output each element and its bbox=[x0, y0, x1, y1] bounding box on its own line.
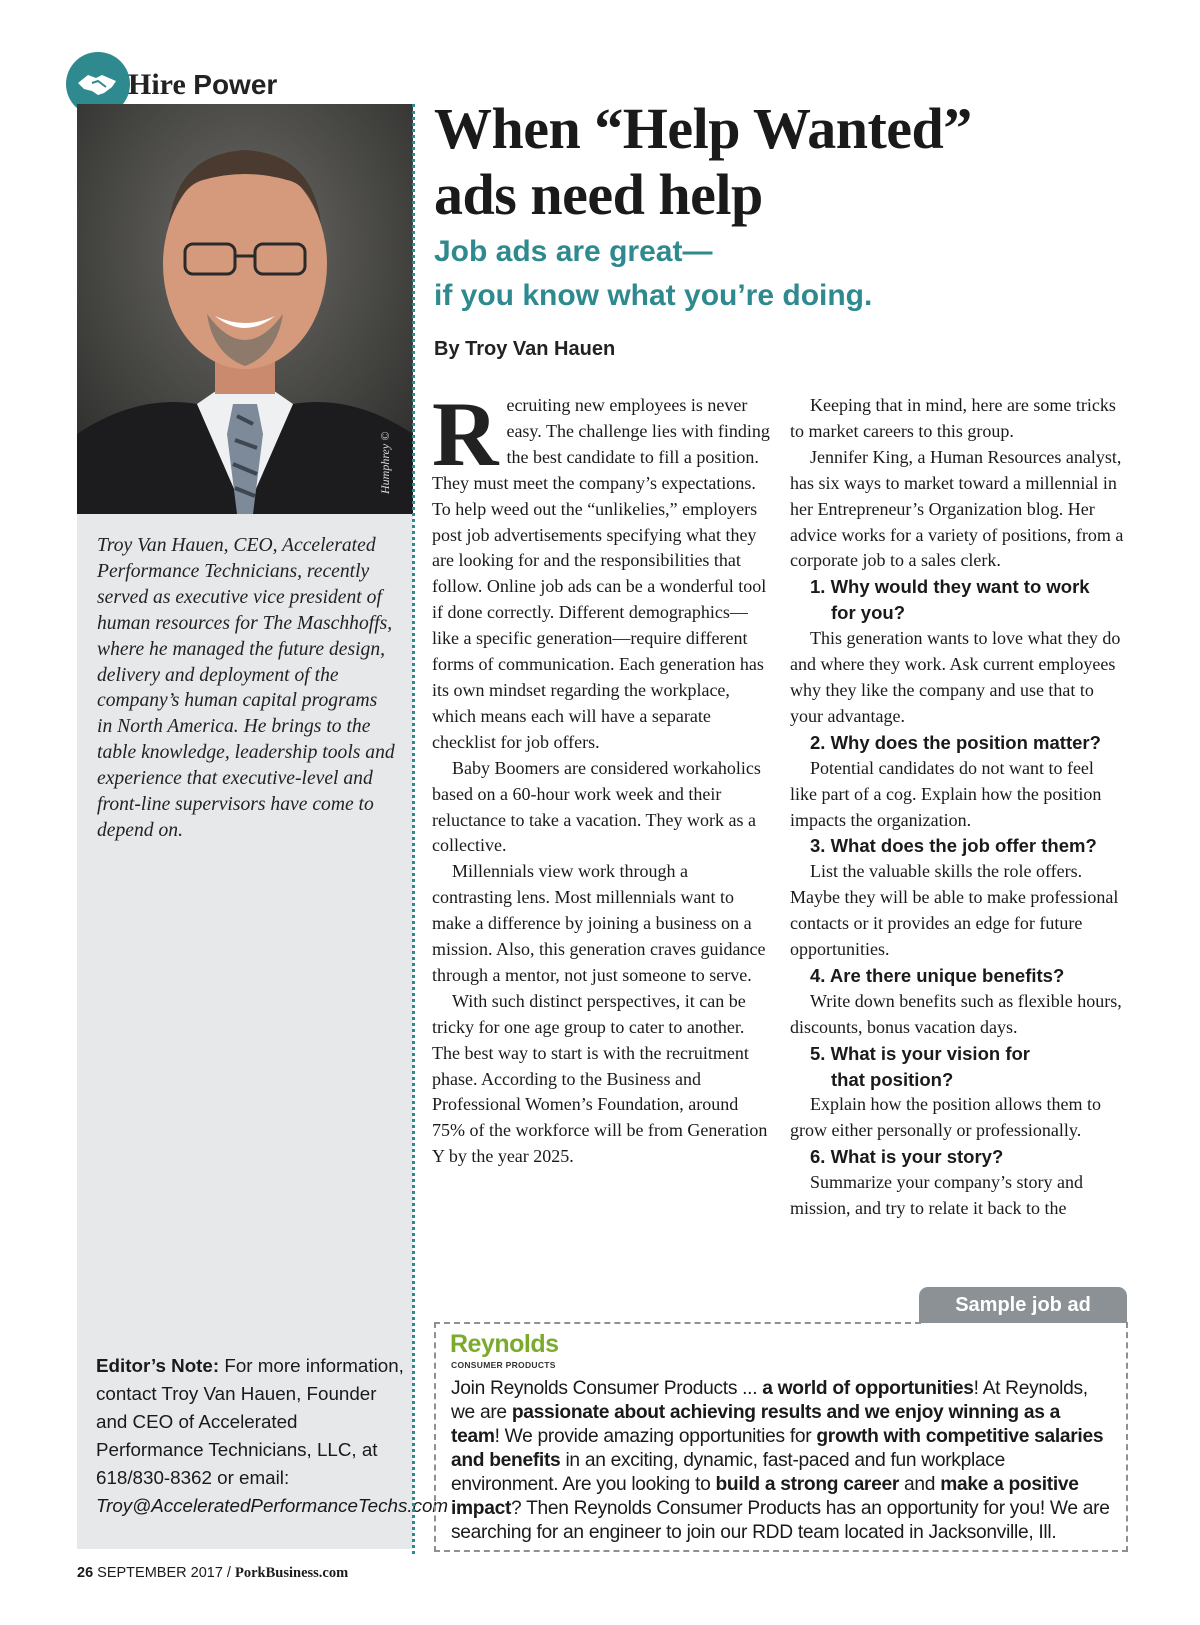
ad-text-segment: and bbox=[899, 1474, 941, 1495]
tip-text: Write down benefits such as flexible hours, discounts, bonus vacation days. bbox=[790, 990, 1122, 1037]
author-portrait bbox=[77, 104, 413, 514]
tip-text: This generation wants to love what they do and where they work. Ask current employees why they like the company and use that to your advantage. bbox=[790, 628, 1121, 726]
section-label-word2: Power bbox=[193, 69, 278, 100]
ad-text-segment: in an exciting, dynamic, fast-paced and fun workplace environment. Are you looking to bbox=[451, 1450, 1005, 1495]
ad-text-emphasis: make a positive impact bbox=[451, 1474, 1079, 1519]
author-bio: Troy Van Hauen, CEO, Accelerated Performance Technicians, recently served as executive vice president of human resources for The Maschhoffs, where he managed the future design, delivery and deployment of the company’s human capital programs in North America. He brings to the table knowledge, leadership tools and experience that executive-level and front-line supervisors have come to depend on. bbox=[97, 535, 395, 841]
ad-text-emphasis: a world of opportunities bbox=[762, 1378, 974, 1399]
body-column-1 bbox=[432, 383, 772, 1170]
subheadline-line2: if you know what you’re doing. bbox=[434, 279, 873, 312]
drop-cap: R bbox=[432, 383, 499, 485]
ad-text-emphasis: growth with competitive salaries and benefits bbox=[451, 1426, 1104, 1471]
tip-text: List the valuable skills the role offers. Maybe they will be able to make professional contacts or it provides an edge for future opportunities. bbox=[790, 861, 1119, 960]
ad-text-emphasis: build a strong career bbox=[715, 1474, 900, 1495]
tip-text: Summarize your company’s story and mission, and try to relate it back to the bbox=[790, 1172, 1083, 1219]
tip-heading bbox=[790, 730, 1125, 756]
ad-text-segment: ! We provide amazing opportunities for bbox=[494, 1426, 817, 1447]
paragraph: Millennials view work through a contrasting lens. Most millennials want to make a difference by joining a business on a mission. Also, this generation craves guidance through a mentor, not just someone to serve. bbox=[432, 861, 766, 985]
subheadline-line1: Job ads are great— bbox=[434, 235, 713, 268]
paragraph: Jennifer King, a Human Resources analyst, has six ways to market toward a millennial in her Entrepreneur’s Organization blog. Her advice works for a variety of positions, from a corporate job to a sales clerk. bbox=[790, 446, 1124, 571]
ad-text-segment: ? Then Reynolds Consumer Products has an opportunity for you! We are searching for an engineer to join our RDD team located in Jacksonville, Ill. bbox=[451, 1498, 1110, 1543]
tip-heading bbox=[790, 1144, 1125, 1170]
tip-heading-text: that position? bbox=[831, 1068, 954, 1090]
ad-text-segment: Join Reynolds Consumer Products ... bbox=[451, 1378, 763, 1399]
tip-heading bbox=[790, 1041, 1125, 1093]
ad-text-segment: ! At Reynolds, we are bbox=[451, 1378, 1088, 1423]
ad-text-emphasis: passionate about achieving results and we enjoy winning as a team bbox=[451, 1402, 1061, 1447]
tip-heading bbox=[790, 833, 1125, 859]
paragraph bbox=[432, 383, 772, 756]
subheadline bbox=[434, 230, 1154, 318]
tip-text: Potential candidates do not want to feel like part of a cog. Explain how the position impacts the organization. bbox=[790, 757, 1102, 830]
sample-ad-tab: Sample job ad bbox=[919, 1287, 1127, 1323]
tip-heading-text: 2. Why does the position matter? bbox=[810, 731, 1101, 753]
paragraph: Keeping that in mind, here are some tricks to market careers to this group. bbox=[790, 395, 1116, 441]
headline-line1: When “Help Wanted” bbox=[434, 96, 972, 161]
tip-heading bbox=[790, 574, 1125, 626]
column-divider bbox=[412, 104, 415, 1554]
tip-heading bbox=[790, 963, 1125, 989]
editor-note-email[interactable]: Troy@AcceleratedPerformanceTechs.com bbox=[96, 1495, 449, 1516]
sample-ad-text bbox=[451, 1377, 1111, 1545]
tip-heading-text: for you? bbox=[831, 602, 905, 624]
tip-heading-text: 4. Are there unique benefits? bbox=[810, 964, 1065, 986]
paragraph: Baby Boomers are considered workaholics based on a 60-hour work week and their reluctance to take a vacation. They work as a collective. bbox=[432, 757, 761, 856]
page-number: 26 bbox=[77, 1565, 94, 1581]
tip-heading-text: 5. What is your vision for bbox=[810, 1042, 1030, 1064]
page-footer bbox=[77, 1565, 348, 1582]
tip-heading-text: 6. What is your story? bbox=[810, 1146, 1004, 1168]
issue-date: SEPTEMBER 2017 / bbox=[97, 1565, 235, 1581]
byline: By Troy Van Hauen bbox=[434, 338, 616, 360]
section-label bbox=[128, 68, 277, 102]
tip-heading-text: 1. Why would they want to work bbox=[810, 576, 1090, 598]
body-column-2 bbox=[790, 393, 1125, 1222]
tip-heading-text: 3. What does the job offer them? bbox=[810, 835, 1097, 857]
editor-note-label: Editor’s Note: bbox=[96, 1355, 220, 1376]
editor-note bbox=[96, 1352, 449, 1520]
tip-text: Explain how the position allows them to grow either personally or professionally. bbox=[790, 1094, 1101, 1141]
portrait-illustration bbox=[77, 104, 413, 514]
reynolds-logo: Reynolds bbox=[450, 1330, 559, 1358]
paragraph-text: ecruiting new employees is never easy. The challenge lies with finding the best candidate to fill a position. They must meet the company’s expectations. To help weed out the “unlikelies,” employers post job advertisements specifying what they are looking for and the responsibilities that follow. Online job ads can be a wonderful tool if done correctly. Different demographics—like a specific generation—require different forms of communication. Each generation has its own mindset regarding the workplace, which means each will have a separate checklist for job offers. bbox=[432, 395, 770, 752]
reynolds-logo-subtitle: CONSUMER PRODUCTS bbox=[451, 1360, 556, 1370]
headline bbox=[434, 96, 1154, 228]
handshake-glyph bbox=[76, 69, 120, 99]
editor-note-text: For more information, contact Troy Van Hauen, Founder and CEO of Accelerated Performance Technicians, LLC, at 618/830-8362 or email: bbox=[96, 1355, 404, 1488]
photo-credit: Humphrey © bbox=[378, 431, 392, 494]
site-link[interactable]: PorkBusiness.com bbox=[234, 1565, 349, 1581]
headline-line2: ads need help bbox=[434, 162, 763, 227]
section-label-word1: Hire bbox=[128, 68, 186, 101]
paragraph: With such distinct perspectives, it can be tricky for one age group to cater to another. The best way to start is with the recruitment phase. According to the Business and Professional Women’s Foundation, around 75% of the workforce will be from Generation Y by the year 2025. bbox=[432, 990, 768, 1167]
